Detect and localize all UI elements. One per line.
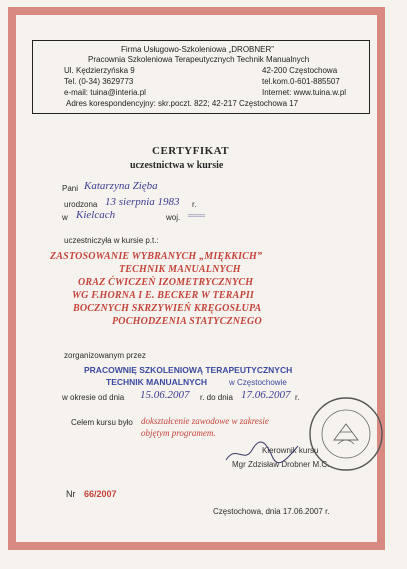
director-title: Kierownik kursu: [262, 446, 319, 455]
goal-text-line-1: dokształcenie zawodowe w zakresie: [141, 416, 269, 426]
in-label: w: [62, 213, 68, 222]
participated-label: uczestniczyła w kursie p.t.:: [64, 236, 159, 245]
course-title-line-4: WG F.HORNA I E. BECKER W TERAPII: [72, 290, 255, 301]
correspondence-address: Adres korespondencyjny: skr.poczt. 822; 42-217 Częstochowa 17: [66, 99, 299, 108]
participant-name: Katarzyna Zięba: [84, 180, 158, 192]
certificate-title: CERTYFIKAT: [152, 145, 230, 157]
period-to-label: r. do dnia: [200, 393, 233, 402]
phone: Tel. (0-34) 3629773: [64, 77, 134, 86]
organizer-city: w Częstochowie: [229, 378, 287, 387]
certificate-number: 66/2007: [84, 489, 117, 499]
date-to-suffix: r.: [295, 393, 300, 402]
organizer-line-1: PRACOWNIĘ SZKOLENIOWĄ TERAPEUTYCZNYCH: [84, 365, 293, 375]
number-label: Nr: [66, 489, 76, 499]
street-address: Ul. Kędzierzyńska 9: [64, 66, 135, 75]
signature: [222, 438, 302, 468]
born-label: urodzona: [64, 200, 98, 209]
birthplace: Kielcach: [76, 209, 116, 221]
organized-label: zorganizowanym przez: [64, 351, 146, 360]
date-from: 15.06.2007: [140, 389, 190, 401]
course-title-line-6: POCHODZENIA STATYCZNEGO: [112, 316, 262, 327]
period-label: w okresie od dnia: [62, 393, 125, 402]
date-to: 17.06.2007: [241, 389, 291, 401]
born-suffix: r.: [192, 200, 197, 209]
birth-date: 13 sierpnia 1983: [105, 196, 180, 208]
certificate-subtitle: uczestnictwa w kursie: [130, 160, 224, 171]
place-and-date: Częstochowa, dnia 17.06.2007 r.: [213, 507, 330, 516]
company-name: Firma Usługowo-Szkoleniowa „DROBNER”: [121, 45, 274, 54]
department-name: Pracownia Szkoleniowa Terapeutycznych Technik Manualnych: [88, 55, 310, 64]
website: Internet: www.tuina.w.pl: [262, 88, 347, 97]
course-title-line-5: BOCZNYCH SKRZYWIEŃ KRĘGOSŁUPA: [73, 303, 262, 314]
mobile-phone: tel.kom.0-601-885507: [262, 77, 340, 86]
goal-text-line-2: objętym programem.: [141, 428, 216, 438]
course-title-line-1: ZASTOSOWANIE WYBRANYCH „MIĘKKICH”: [50, 251, 263, 262]
email: e-mail: tuina@interia.pl: [64, 88, 146, 97]
organizer-line-2: TECHNIK MANUALNYCH: [106, 377, 208, 387]
voivodeship-label: woj.: [166, 213, 181, 222]
director-name: Mgr Zdzisław Drobner M.C.: [232, 460, 330, 469]
city: 42-200 Częstochowa: [262, 66, 338, 75]
voivodeship-value: ═══: [188, 211, 206, 220]
course-title-line-3: ORAZ ĆWICZEŃ IZOMETRYCZNYCH: [78, 277, 254, 288]
goal-label: Celem kursu było: [71, 418, 133, 427]
course-title-line-2: TECHNIK MANUALNYCH: [119, 264, 241, 275]
pani-label: Pani: [62, 184, 79, 193]
